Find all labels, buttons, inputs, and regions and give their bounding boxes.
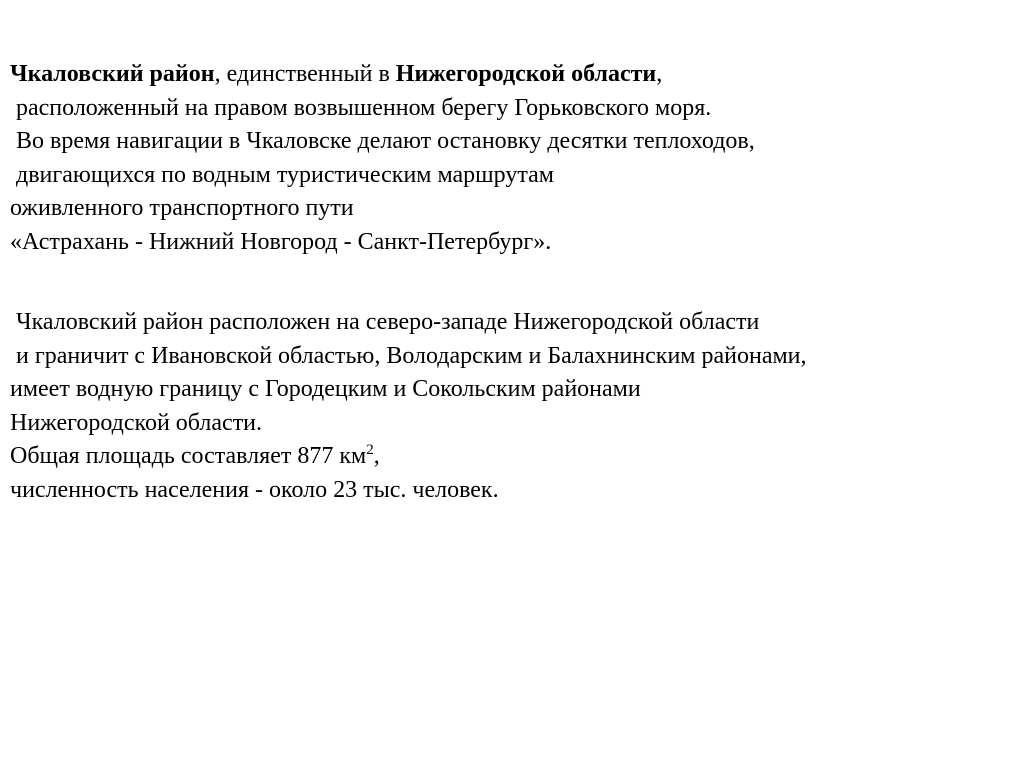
text-line: Во время навигации в Чкаловске делают остановку десятки теплоходов, — [10, 128, 755, 154]
paragraph-intro — [10, 58, 1010, 259]
text-line: имеет водную границу с Городецким и Сокольским районами — [10, 376, 641, 402]
text-line: Чкаловский район расположен на северо-западе Нижегородской области — [10, 309, 760, 335]
text-line: оживленного транспортного пути — [10, 195, 354, 221]
text-line: расположенный на правом возвышенном берегу Горьковского моря. — [10, 94, 712, 121]
text-fragment: , — [656, 61, 663, 87]
text-line: и граничит с Ивановской областью, Володарским и Балахнинским районами, — [10, 342, 807, 369]
text-line: «Астрахань - Нижний Новгород - Санкт-Петербург». — [10, 228, 552, 255]
text-line: Нижегородской области. — [10, 409, 263, 436]
area-superscript: 2 — [366, 442, 374, 458]
area-suffix: , — [373, 443, 380, 469]
bold-term-region: Нижегородской области — [395, 61, 657, 87]
paragraph-geography — [10, 306, 1010, 507]
text-line — [10, 58, 1010, 92]
text-fragment: , единственный в — [214, 61, 396, 87]
text-line: двигающихся по водным туристическим маршрутам — [10, 161, 554, 188]
text-line: численность населения - около 23 тыс. человек. — [10, 476, 499, 503]
text-line-area — [10, 440, 1010, 474]
bold-term-district: Чкаловский район — [10, 61, 215, 87]
area-text: Общая площадь составляет 877 км — [10, 443, 367, 469]
